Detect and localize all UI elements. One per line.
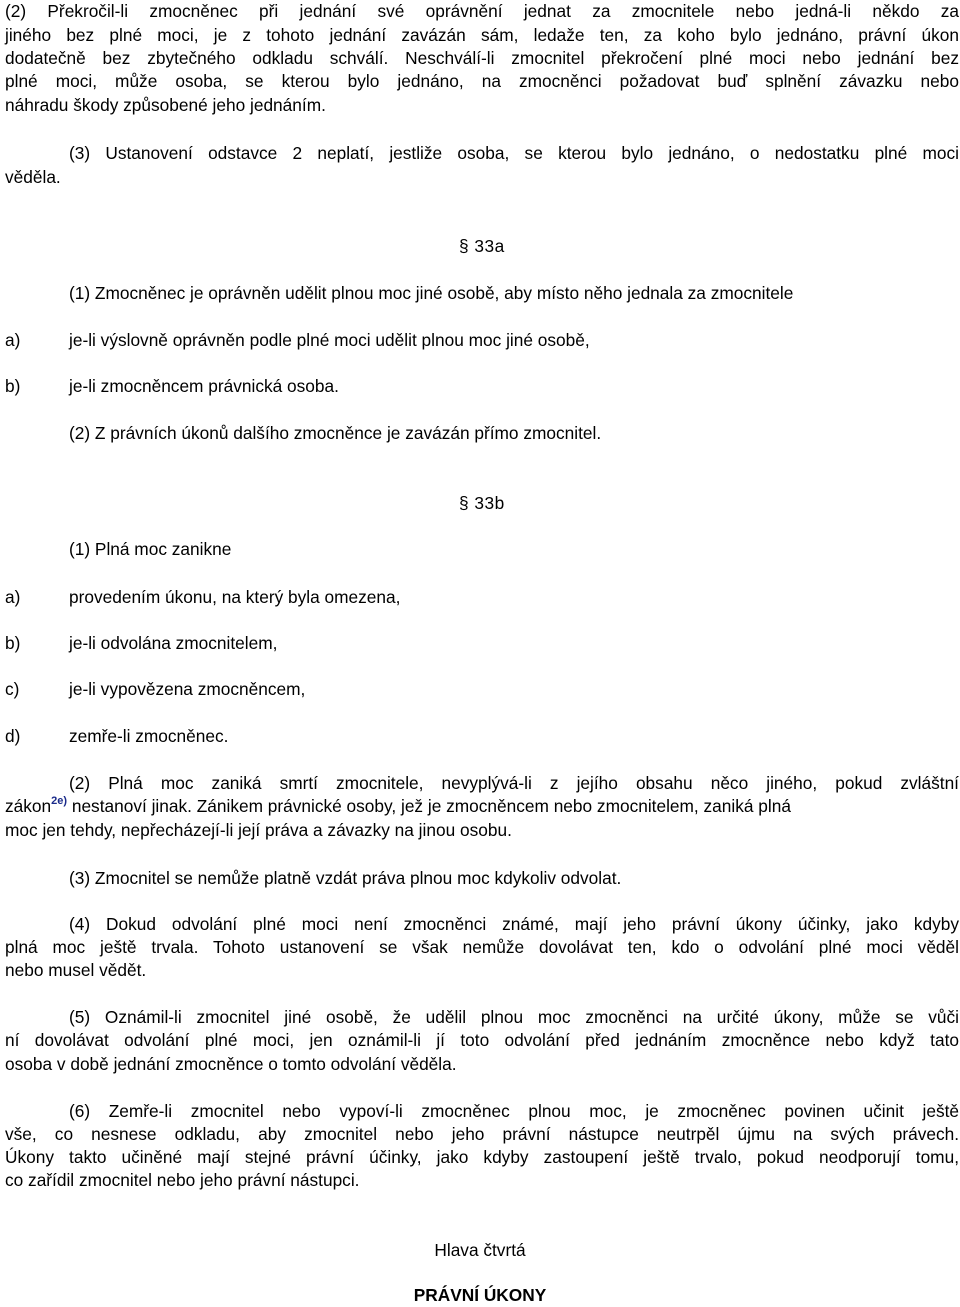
section-33b-para-6-line-1: (6) Zemře-li zmocnitel nebo vypoví-li zmocněnec plnou moc, je zmocněnec povinen učinit ještě — [69, 1101, 959, 1121]
section-33b-item-d-text: zemře-li zmocněnec. — [69, 726, 229, 746]
section-33b-para-5-line-2: ní dovolávat odvolání plné moci, jen oznámil-li jí toto odvolání před jednáním zmocněnce nebo když tato — [5, 1030, 959, 1050]
part-title: PRÁVNÍ ÚKONY — [413, 1285, 547, 1305]
section-33b-para-6-line-2: vše, co nesnese odkladu, aby zmocnitel nebo jeho právní nástupce neutrpěl újmu na svých právech. — [5, 1124, 959, 1144]
section-33b-item-c-text: je-li vypovězena zmocněncem, — [69, 679, 306, 699]
section-33b-item-c-letter: c) — [5, 679, 20, 699]
section-33b-para-4-line-3: nebo musel vědět. — [5, 960, 147, 980]
section-33b-para-6-line-3: Úkony takto učiněné mají stejné právní účinky, jako kdyby zastoupení ještě trvalo, pokud neodporují tomu, — [5, 1147, 959, 1167]
section-33b-para-2-line-1: (2) Plná moc zaniká smrtí zmocnitele, nevyplývá-li z jejího obsahu něco jiného, pokud zvláštní — [69, 773, 959, 793]
section-33b-item-d-letter: d) — [5, 726, 21, 746]
para-2-line-5: náhradu škody způsobené jeho jednáním. — [5, 95, 326, 115]
section-33a-item-b-text: je-li zmocněncem právnická osoba. — [69, 376, 339, 396]
section-33a-heading: § 33a — [459, 236, 505, 256]
para-2-line-1: (2) Překročil-li zmocněnec při jednání své oprávnění jednat za zmocnitele nebo jedná-li někdo za — [5, 1, 959, 21]
section-33b-para-5-line-1: (5) Oznámil-li zmocnitel jiné osobě, že udělil plnou moc zmocněnci na určité úkony, může se vůči — [69, 1007, 959, 1027]
footnote-2e-link[interactable]: 2e) — [51, 795, 68, 808]
section-33a-para-2: (2) Z právních úkonů dalšího zmocněnce je zavázán přímo zmocnitel. — [69, 423, 602, 443]
section-33b-item-a-text: provedením úkonu, na který byla omezena, — [69, 587, 401, 607]
section-33b-para-4-line-2: plná moc ještě trvala. Tohoto ustanovení se však nemůže dovolávat ten, kdo o odvolání plné moci věděl — [5, 937, 959, 957]
section-33b-item-a-letter: a) — [5, 587, 21, 607]
section-33b-item-b-text: je-li odvolána zmocnitelem, — [69, 633, 278, 653]
section-33b-para-2-line-2-rest: nestanoví jinak. Zánikem právnické osoby, jež je zmocněncem nebo zmocnitelem, zaniká plná — [67, 796, 791, 816]
part-heading: Hlava čtvrtá — [434, 1240, 526, 1260]
para-3-line-1: (3) Ustanovení odstavce 2 neplatí, jestliže osoba, se kterou bylo jednáno, o nedostatku plné moci — [69, 143, 959, 163]
section-33a-item-b-letter: b) — [5, 376, 21, 396]
section-33b-item-b-letter: b) — [5, 633, 21, 653]
section-33b-para-6-line-4: co zařídil zmocnitel nebo jeho právní nástupci. — [5, 1170, 360, 1190]
para-2-line-2: jiného bez plné moci, je z tohoto jednání zavázán sám, ledaže ten, za koho bylo jednáno, právní úkon — [5, 25, 959, 45]
section-33b-heading: § 33b — [459, 493, 505, 513]
para-2-line-4: plné moci, může osoba, se kterou bylo jednáno, na zmocněnci požadovat buď splnění závazku nebo — [5, 71, 959, 91]
section-33a-item-a-text: je-li výslovně oprávněn podle plné moci udělit plnou moc jiné osobě, — [69, 330, 590, 350]
section-33a-para-1: (1) Zmocněnec je oprávněn udělit plnou moc jiné osobě, aby místo něho jednala za zmocnitele — [69, 283, 794, 303]
section-33b-para-4-line-1: (4) Dokud odvolání plné moci není zmocněnci známé, mají jeho právní úkony účinky, jako kdyby — [69, 914, 959, 934]
section-33b-para-3: (3) Zmocnitel se nemůže platně vzdát práva plnou moc kdykoliv odvolat. — [69, 868, 622, 888]
section-33b-para-2-line-3: moc jen tehdy, nepřecházejí-li její práva a závazky na jinou osobu. — [5, 820, 512, 840]
section-33b-para-5-line-3: osoba v době jednání zmocněnce o tomto odvolání věděla. — [5, 1054, 457, 1074]
section-33b-para-2-line-2 — [5, 795, 959, 817]
para-2-line-3: dodatečně bez zbytečného odkladu schválí. Neschválí-li zmocnitel překročení plné moci nebo jednání bez — [5, 48, 959, 68]
section-33b-para-1: (1) Plná moc zanikne — [69, 539, 232, 559]
para-3-line-2: věděla. — [5, 167, 61, 187]
section-33a-item-a-letter: a) — [5, 330, 21, 350]
section-33b-para-2-zakon: zákon — [5, 796, 52, 816]
